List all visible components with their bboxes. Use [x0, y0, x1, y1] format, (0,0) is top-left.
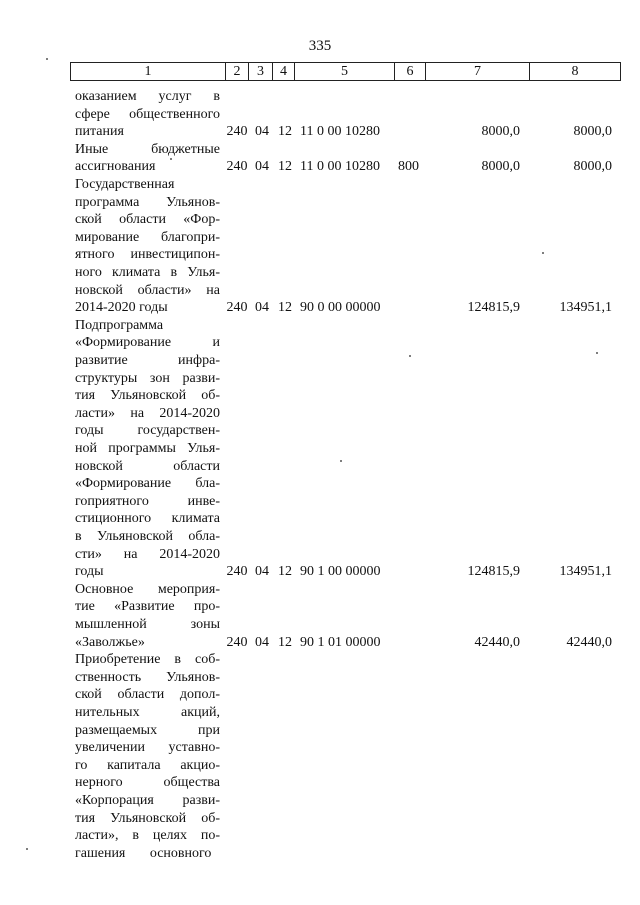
- header-col-8: 8: [529, 63, 620, 80]
- description-line: Иные бюджетные: [75, 141, 220, 157]
- description-line: Подпрограмма: [75, 317, 164, 333]
- cell-c3: 04: [255, 564, 269, 580]
- description-line: ной программы Улья-: [75, 440, 220, 456]
- description-line: новской области» на: [75, 282, 220, 298]
- description-line: «Формирование и: [75, 335, 220, 351]
- description-line: нерного общества: [75, 775, 220, 791]
- cell-c2: 240: [226, 124, 248, 140]
- description-line: ятного инвестиципон-: [75, 247, 220, 263]
- cell-c5: 90 0 00 00000: [300, 300, 381, 316]
- cell-c2: 240: [226, 634, 248, 650]
- row-description: [75, 581, 220, 651]
- description-line: ской области допол-: [75, 687, 220, 703]
- cell-c8: 8000,0: [573, 159, 612, 175]
- description-line: развитие инфра-: [75, 352, 220, 368]
- row-description: [75, 176, 220, 317]
- description-line: тия Ульяновской об-: [75, 810, 220, 826]
- description-line: в Ульяновской обла-: [75, 528, 220, 544]
- description-line: «Корпорация разви-: [75, 792, 220, 808]
- description-line: «Формирование бла-: [75, 476, 220, 492]
- row-description: [75, 141, 220, 176]
- page-number: 335: [308, 38, 332, 54]
- cell-c4: 12: [278, 124, 292, 140]
- cell-c7: 8000,0: [481, 124, 520, 140]
- description-line: сти» на 2014-2020: [75, 546, 220, 562]
- row-description: [75, 651, 220, 862]
- cell-c7: 42440,0: [474, 634, 520, 650]
- cell-c4: 12: [278, 634, 292, 650]
- cell-c6: 800: [398, 159, 419, 175]
- description-line: годы: [75, 564, 104, 580]
- cell-c4: 12: [278, 300, 292, 316]
- header-col-2: 2: [225, 63, 248, 80]
- description-line: ственность Ульянов-: [75, 669, 220, 685]
- description-line: годы государствен-: [75, 423, 220, 439]
- cell-c7: 124815,9: [467, 300, 520, 316]
- cell-c7: 124815,9: [467, 564, 520, 580]
- description-line: ассигнования: [75, 159, 156, 175]
- description-line: Государственная: [75, 177, 175, 192]
- cell-c3: 04: [255, 159, 269, 175]
- cell-c8: 134951,1: [559, 300, 612, 316]
- header-col-6: 6: [394, 63, 425, 80]
- description-line: стиционного климата: [75, 511, 220, 527]
- scan-speck: [46, 58, 48, 60]
- description-line: гашения основного: [75, 845, 212, 861]
- description-line: тие «Развитие про-: [75, 599, 220, 615]
- description-line: мышленной зоны: [75, 616, 220, 632]
- header-col-3: 3: [248, 63, 272, 80]
- description-line: «Заволжье»: [75, 634, 145, 650]
- description-line: нительных акций,: [75, 704, 220, 720]
- cell-c3: 04: [255, 634, 269, 650]
- description-line: ного климата в Улья-: [75, 264, 220, 280]
- header-col-7: 7: [425, 63, 529, 80]
- description-line: программа Ульянов-: [75, 194, 220, 210]
- description-line: ласти», в целях по-: [75, 828, 220, 844]
- description-line: го капитала акцио-: [75, 757, 220, 773]
- cell-c2: 240: [226, 159, 248, 175]
- description-line: размещаемых при: [75, 722, 220, 738]
- cell-c5: 90 1 01 00000: [300, 634, 381, 650]
- scan-speck: [26, 848, 28, 850]
- cell-c8: 8000,0: [573, 124, 612, 140]
- description-line: новской области: [75, 458, 220, 474]
- scan-speck: [542, 252, 544, 254]
- cell-c8: 42440,0: [566, 634, 612, 650]
- description-line: мирование благопри-: [75, 229, 220, 245]
- cell-c2: 240: [226, 300, 248, 316]
- description-line: структуры зон разви-: [75, 370, 220, 386]
- row-description: [75, 317, 220, 581]
- scan-speck: [409, 355, 411, 357]
- description-line: ласти» на 2014-2020: [75, 405, 220, 421]
- scan-speck: [340, 460, 342, 462]
- description-line: оказанием услуг в: [75, 89, 220, 104]
- cell-c4: 12: [278, 159, 292, 175]
- description-line: увеличении уставно-: [75, 740, 220, 756]
- description-line: Основное мероприя-: [75, 581, 220, 597]
- description-line: тия Ульяновской об-: [75, 388, 220, 404]
- header-col-1: 1: [144, 64, 152, 79]
- cell-c7: 8000,0: [481, 159, 520, 175]
- header-col-4: 4: [272, 63, 294, 80]
- scan-speck: [596, 352, 598, 354]
- description-line: ской области «Фор-: [75, 212, 220, 228]
- header-col-5: 5: [294, 63, 394, 80]
- description-line: 2014-2020 годы: [75, 300, 168, 316]
- cell-c8: 134951,1: [559, 564, 612, 580]
- table-header-row: [70, 62, 621, 81]
- cell-c4: 12: [278, 564, 292, 580]
- description-line: гоприятного инве-: [75, 493, 220, 509]
- cell-c5: 11 0 00 10280: [300, 159, 380, 175]
- row-description: [75, 88, 220, 141]
- cell-c2: 240: [226, 564, 248, 580]
- cell-c3: 04: [255, 300, 269, 316]
- description-line: Приобретение в соб-: [75, 652, 220, 668]
- scan-speck: [170, 158, 172, 160]
- cell-c3: 04: [255, 124, 269, 140]
- description-line: сфере общественного: [75, 106, 220, 122]
- cell-c5: 90 1 00 00000: [300, 564, 381, 580]
- description-line: питания: [75, 124, 124, 140]
- cell-c5: 11 0 00 10280: [300, 124, 380, 140]
